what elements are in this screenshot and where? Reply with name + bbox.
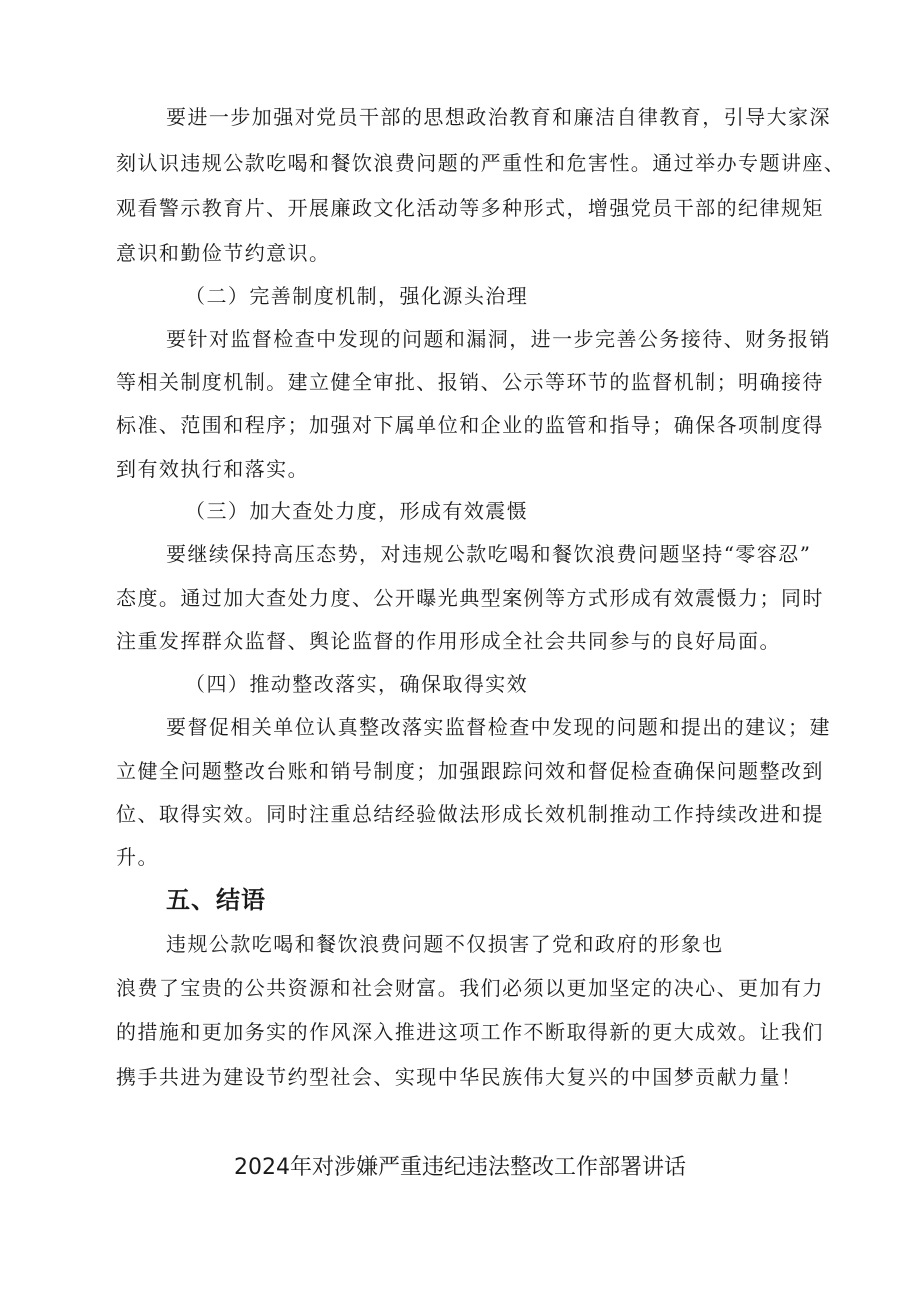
subsection-heading: （二）完善制度机制，强化源头治理 <box>185 284 529 308</box>
paragraph-line: 的措施和更加务实的作风深入推进这项工作不断取得新的更大成效。让我们 <box>116 1020 824 1044</box>
paragraph-line: 等相关制度机制。建立健全审批、报销、公示等环节的监督机制；明确接待 <box>116 370 824 394</box>
paragraph-line: 态度。通过加大查处力度、公开曝光典型案例等方式形成有效震慑力；同时 <box>116 586 824 610</box>
subsection-heading: （四）推动整改落实，确保取得实效 <box>185 672 529 696</box>
paragraph-line: 升。 <box>116 845 159 869</box>
paragraph-line: 注重发挥群众监督、舆论监督的作用形成全社会共同参与的良好局面。 <box>116 629 781 653</box>
paragraph-line: 立健全问题整改台账和销号制度；加强跟踪问效和督促检查确保问题整改到 <box>116 759 824 783</box>
paragraph-line: 携手共进为建设节约型社会、实现中华民族伟大复兴的中国梦贡献力量！ <box>116 1065 803 1089</box>
paragraph-line: 要继续保持高压态势，对违规公款吃喝和餐饮浪费问题坚持“零容忍” <box>166 542 812 566</box>
paragraph-line: 到有效执行和落实。 <box>116 457 310 481</box>
paragraph-line: 意识和勤俭节约意识。 <box>116 241 331 265</box>
section-heading: 五、结语 <box>166 886 266 914</box>
paragraph-line: 要督促相关单位认真整改落实监督检查中发现的问题和提出的建议；建 <box>166 715 831 739</box>
document-title: 2024年对涉嫌严重违纪违法整改工作部署讲话 <box>234 1155 686 1180</box>
paragraph-line: 标准、范围和程序；加强对下属单位和企业的监管和指导；确保各项制度得 <box>116 413 824 437</box>
paragraph-line: 要进一步加强对党员干部的思想政治教育和廉洁自律教育，引导大家深 <box>166 105 831 129</box>
paragraph-line: 违规公款吃喝和餐饮浪费问题不仅损害了党和政府的形象也 <box>166 932 724 956</box>
paragraph-line: 观看警示教育片、开展廉政文化活动等多种形式，增强党员干部的纪律规矩 <box>116 196 824 220</box>
paragraph-line: 浪费了宝贵的公共资源和社会财富。我们必须以更加坚定的决心、更加有力 <box>116 976 824 1000</box>
paragraph-line: 要针对监督检查中发现的问题和漏洞，进一步完善公务接待、财务报销 <box>166 327 831 351</box>
paragraph-line: 刻认识违规公款吃喝和餐饮浪费问题的严重性和危害性。通过举办专题讲座、 <box>116 151 846 175</box>
subsection-heading: （三）加大查处力度，形成有效震慑 <box>185 499 529 523</box>
paragraph-line: 位、取得实效。同时注重总结经验做法形成长效机制推动工作持续改进和提 <box>116 802 824 826</box>
